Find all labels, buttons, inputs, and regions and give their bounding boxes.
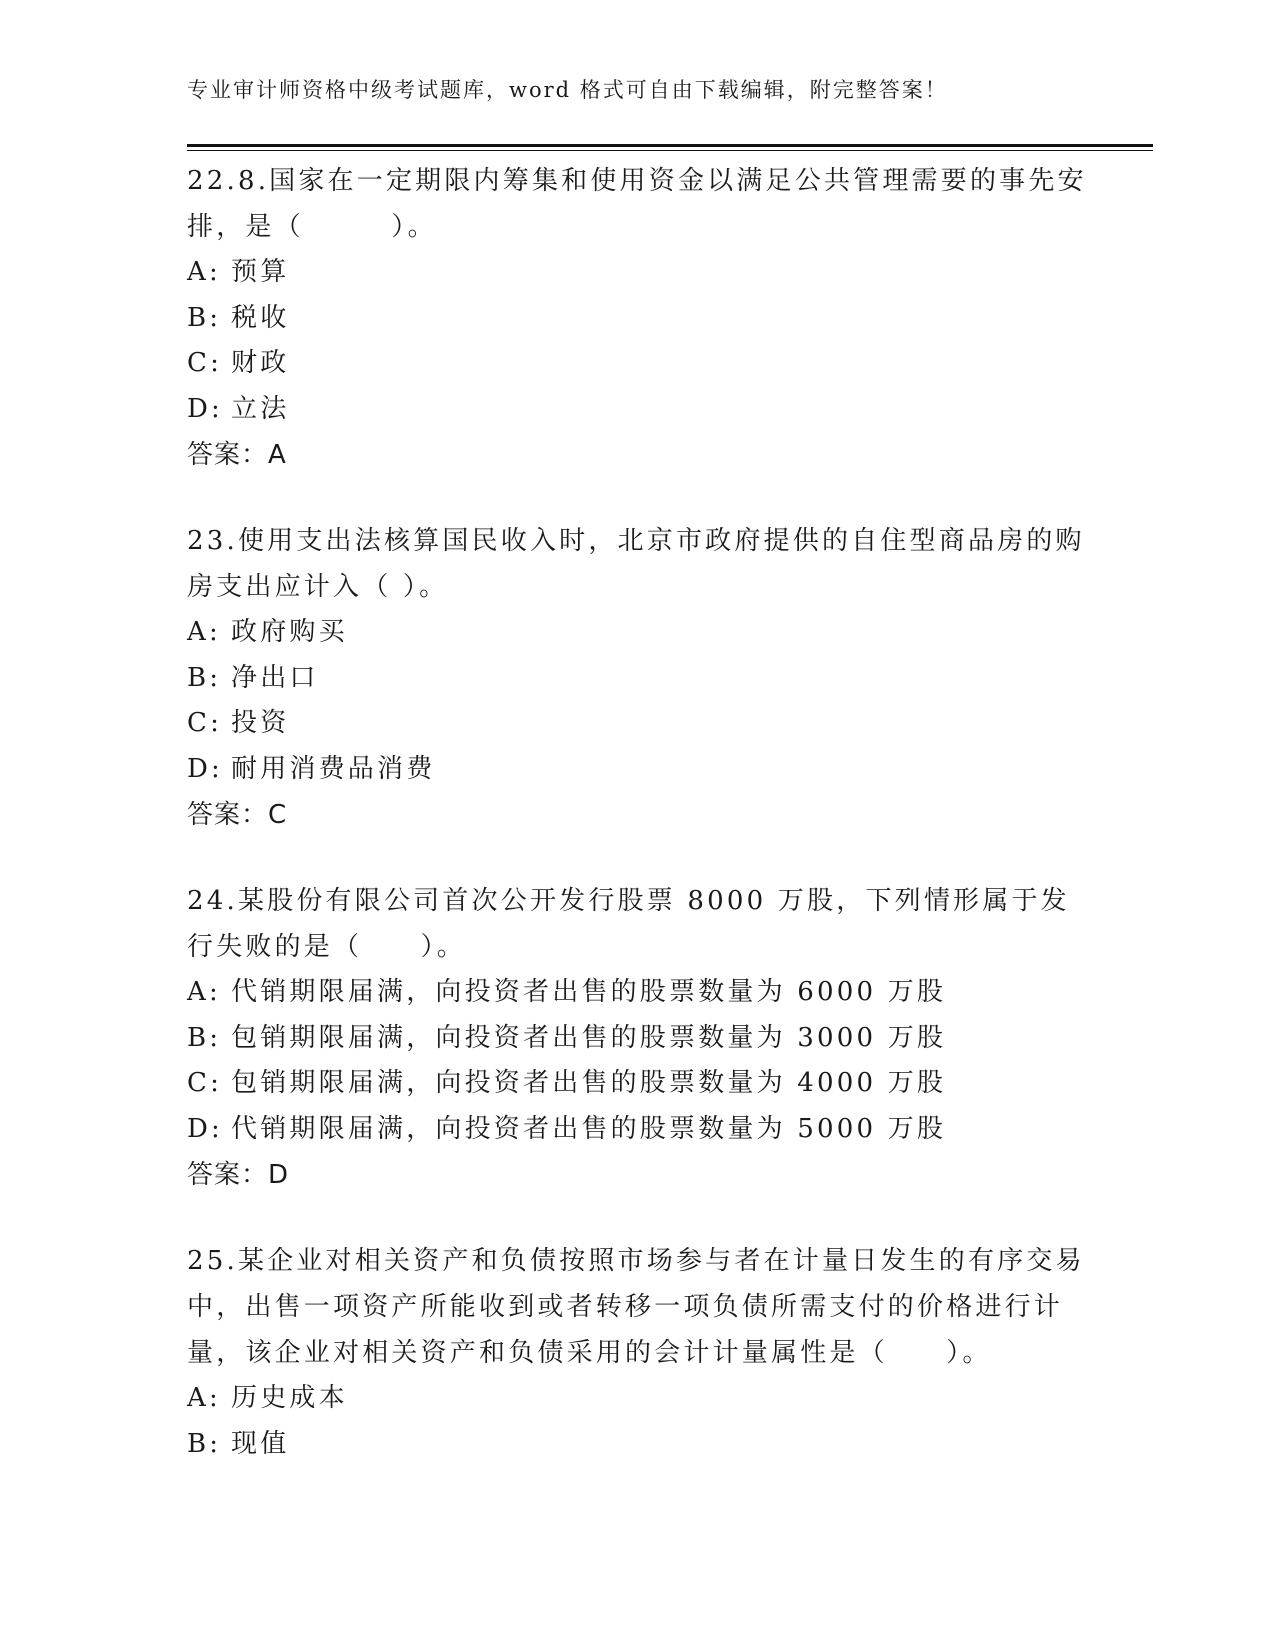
option-key: A: [187,1383,221,1413]
option-text: 历史成本 [231,1383,348,1413]
question-stem: 25.某企业对相关资产和负债按照市场参与者在计量日发生的有序交易中，出售一项资产所能收到或者转移一项负债所需支付的价格进行计量，该企业对相关资产和负债采用的会计计量属性是（ ）。 [187,1246,1085,1368]
option-text: 税收 [231,302,290,333]
question-stem: 22.8.国家在一定期限内筹集和使用资金以满足公共管理需要的事先安排，是（ ）。 [187,166,1087,242]
option-c [187,341,1087,387]
header-rule-thin [187,150,1153,151]
option-d [187,747,1087,793]
option-b [187,656,1087,702]
answer-line: 答案：C [187,800,288,830]
option-b [187,1422,1087,1468]
option-key: C: [187,1068,223,1098]
option-key: B: [187,302,222,333]
question-25 [187,1238,1087,1467]
option-text: 预算 [231,257,290,287]
option-text: 包销期限届满，向投资者出售的股票数量为 4000 万股 [231,1068,947,1098]
page-header: 专业审计师资格中级考试题库，word 格式可自由下载编辑，附完整答案！ [187,78,948,102]
question-stem: 24.某股份有限公司首次公开发行股票 8000 万股，下列情形属于发行失败的是（ ）。 [187,886,1070,962]
option-a [187,250,1087,296]
header-rule-thick [187,144,1153,147]
option-text: 代销期限届满，向投资者出售的股票数量为 6000 万股 [231,977,947,1007]
option-b [187,1016,1087,1062]
option-text: 立法 [231,393,290,424]
option-c [187,1061,1087,1107]
question-stem: 23.使用支出法核算国民收入时，北京市政府提供的自住型商品房的购房支出应计入（ ）。 [187,526,1085,602]
option-key: D: [187,393,224,424]
option-text: 包销期限届满，向投资者出售的股票数量为 3000 万股 [231,1022,947,1053]
option-b [187,296,1087,342]
option-d [187,1107,1087,1153]
option-key: C: [187,348,223,378]
option-key: A: [187,257,221,287]
option-text: 政府购买 [231,617,348,647]
option-d [187,387,1087,433]
option-text: 投资 [231,708,290,738]
option-key: B: [187,1428,222,1459]
answer-line: 答案：D [187,1160,290,1190]
option-text: 耐用消费品消费 [231,753,436,784]
option-text: 净出口 [231,662,319,693]
option-a [187,1376,1087,1422]
question-list [187,158,1087,1507]
option-key: D: [187,753,224,784]
question-24 [187,878,1087,1198]
question-23 [187,518,1087,838]
option-a [187,970,1087,1016]
option-key: D: [187,1113,224,1144]
option-key: A: [187,977,221,1007]
option-text: 现值 [231,1428,290,1459]
option-c [187,701,1087,747]
answer-line: 答案：A [187,440,287,470]
option-key: B: [187,1022,222,1053]
question-22 [187,158,1087,478]
option-text: 代销期限届满，向投资者出售的股票数量为 5000 万股 [231,1113,947,1144]
option-text: 财政 [231,348,290,378]
option-key: A: [187,617,221,647]
option-key: C: [187,708,223,738]
option-key: B: [187,662,222,693]
option-a [187,610,1087,656]
